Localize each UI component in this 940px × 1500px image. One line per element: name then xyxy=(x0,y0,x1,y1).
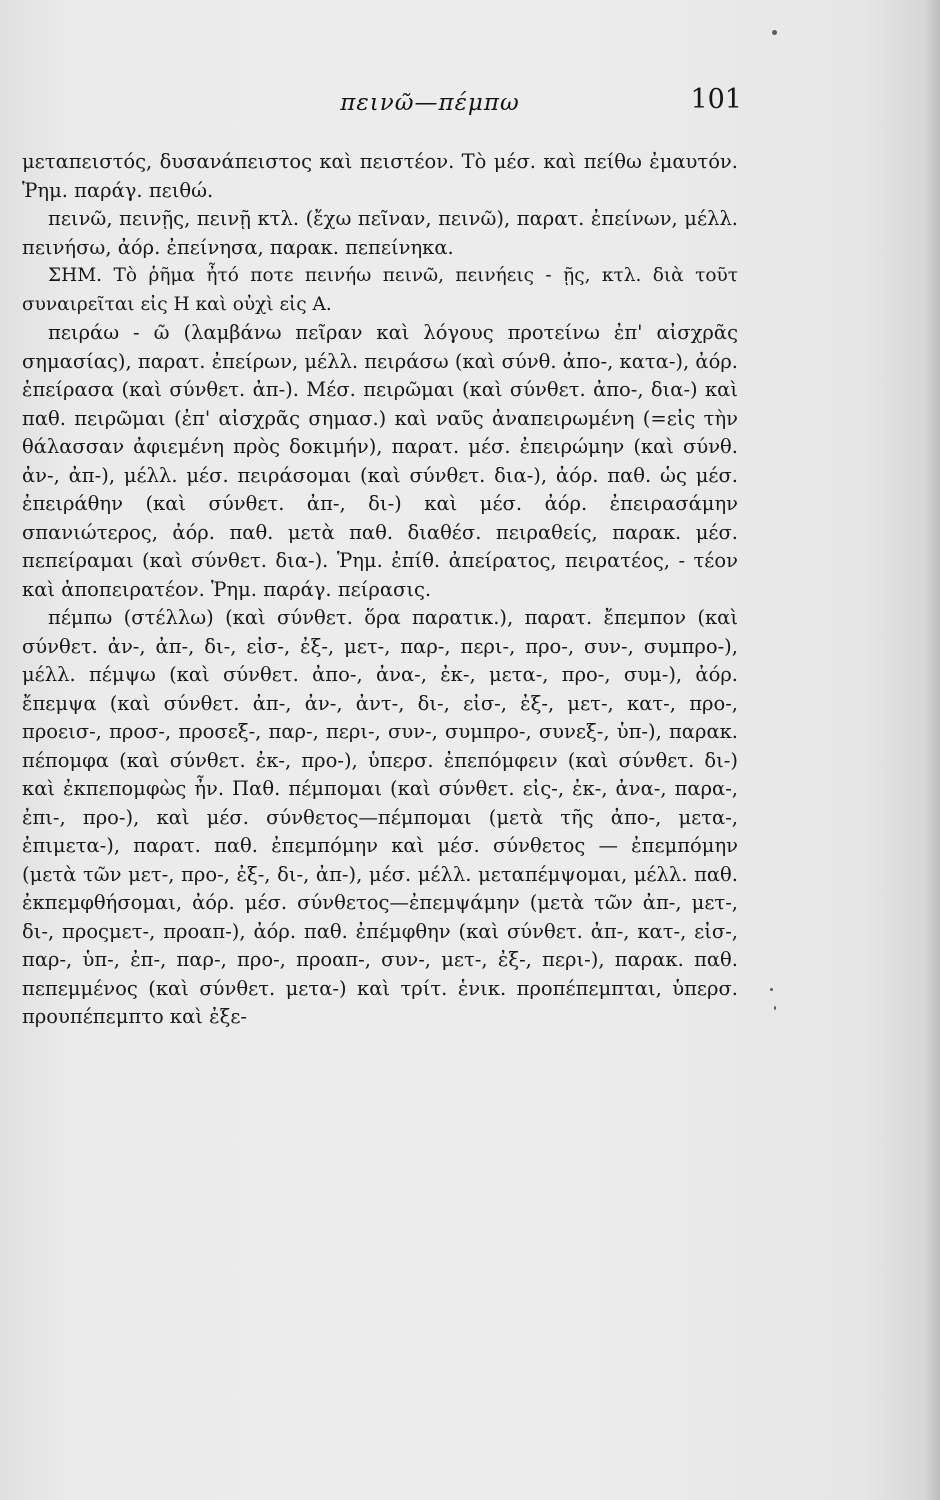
paragraph-text: πέμπω (στέλλω) (καὶ σύνθετ. ὅρα παρατικ.), παρατ. ἔπεμπον (καὶ σύνθετ. ἀν-, ἀπ-, δι-, εἰσ-, ἐξ-, μετ-, παρ-, περι-, προ-, συν-, συμπρο-), μέλλ. πέμψω (καὶ σύνθετ. ἀπο-, ἀνα-, ἐκ-, μετα-, προ-, συμ-), ἀόρ. ἔπεμψα (καὶ σύνθετ. ἀπ-, ἀν-, ἀντ-, δι-, εἰσ-, ἐξ-, μετ-, κατ-, προ-, προεισ-, προσ-, προσεξ-, παρ-, περι-, συν-, συμπρο-, συνεξ-, ὑπ-), παρακ. πέπομφα (καὶ σύνθετ. ἐκ-, προ-), ὑπερσ. ἐπεπόμφειν (καὶ σύνθετ. δι-) καὶ ἐκπεπομφὼς ἦν. Παθ. πέμπομαι (καὶ σύνθετ. εἰς-, ἐκ-, ἀνα-, παρα-, ἐπι-, προ-), καὶ μέσ. σύνθετος—πέμπομαι (μετὰ τῆς ἀπο-, μετα-, ἐπιμετα-), παρατ. παθ. ἐπεμπόμην καὶ μέσ. σύνθετος — ἐπεμπόμην (μετὰ τῶν μετ-, προ-, ἐξ-, δι-, ἀπ-), μέσ. μέλλ. μεταπέμψομαι, μέλλ. παθ. ἐκπεμφθήσομαι, ἀόρ. μέσ. σύνθετος—ἐπεμψάμην (μετὰ τῶν ἀπ-, μετ-, δι-, προςμετ-, προαπ-), ἀόρ. παθ. ἐπέμφθην (καὶ σύνθετ. ἀπ-, κατ-, εἰσ-, παρ-, ὑπ-, ἐπ-, παρ-, προ-, προαπ-, συν-, μετ-, ἐξ-, περι-), παρακ. παθ. πεπεμμένος (καὶ σύνθετ. μετα-) καὶ τρίτ. ἑνικ. προπέπεμπται, ὑπερσ. προυπέπεμπτο καὶ ἐξε- xyxy=(22,606,738,1028)
paper-speck xyxy=(770,988,773,991)
running-head: πεινῶ—πέμπω xyxy=(340,90,520,116)
page-number: 101 xyxy=(690,84,742,115)
paper-speck xyxy=(774,1006,776,1010)
paragraph-note xyxy=(22,262,738,319)
page-edge-shadow xyxy=(924,0,940,1500)
paragraph-text: πεινῶ, πεινῇς, πεινῇ κτλ. (ἔχω πεῖναν, πεινῶ), παρατ. ἐπείνων, μέλλ. πεινήσω, ἀόρ. ἐπείνησα, παρακ. πεπείνηκα. xyxy=(22,207,738,259)
paragraph-text: πειράω - ῶ (λαμβάνω πεῖραν καὶ λόγους προτείνω ἐπ' αἰσχρᾶς σημασίας), παρατ. ἐπείρων, μέλλ. πειράσω (καὶ σύνθ. ἀπο-, κατα-), ἀόρ. ἐπείρασα (καὶ σύνθετ. ἀπ-). Μέσ. πειρῶμαι (καὶ σύνθετ. ἀπο-, δια-) καὶ παθ. πειρῶμαι (ἐπ' αἰσχρᾶς σημασ.) καὶ ναῦς ἀναπειρωμένη (=εἰς τὴν θάλασσαν ἀφιεμένη πρὸς δοκιμήν), παρατ. μέσ. ἐπειρώμην (καὶ σύνθ. ἀν-, ἀπ-), μέλλ. μέσ. πειράσομαι (καὶ σύνθετ. δια-), ἀόρ. παθ. ὡς μέσ. ἐπειράθην (καὶ σύνθετ. ἀπ-, δι-) καὶ μέσ. ἀόρ. ἐπειρασάμην σπανιώτερος, ἀόρ. παθ. μετὰ παθ. διαθέσ. πειραθείς, παρακ. μέσ. πεπείραμαι (καὶ σύνθετ. δια-). Ῥημ. ἐπίθ. ἀπείρατος, πειρατέος, - τέον καὶ ἀποπειρατέον. Ῥημ. παράγ. πείρασις. xyxy=(22,321,738,601)
paragraph-text: ΣΗΜ. Τὸ ῥῆμα ἦτό ποτε πεινήω πεινῶ, πεινήεις - ῇς, κτλ. διὰ τοῦτ συναιρεῖται εἰς Η καὶ οὐχὶ εἰς Α. xyxy=(22,265,738,315)
paragraph-peirao xyxy=(22,319,738,604)
paragraph-peino xyxy=(22,205,738,262)
paragraph-peistos xyxy=(22,148,738,205)
page-header xyxy=(0,84,940,130)
paragraph-pempo xyxy=(22,604,738,1032)
page-body xyxy=(22,148,738,1468)
paragraph-text: μεταπειστός, δυσανάπειστος καὶ πειστέον. Τὸ μέσ. καὶ πείθω ἐμαυτόν. Ῥημ. παράγ. πειθώ. xyxy=(22,150,738,202)
paper-speck xyxy=(772,30,777,35)
